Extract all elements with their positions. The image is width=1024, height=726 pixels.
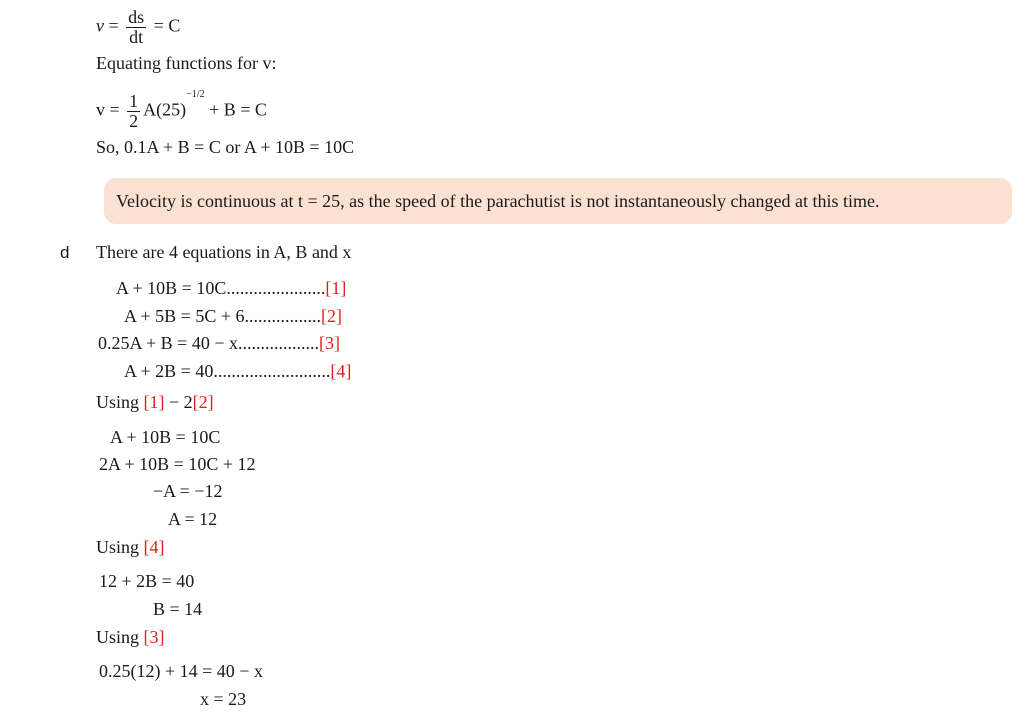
frac-num: 1 (129, 91, 139, 111)
dot-leader: .......................... (213, 361, 331, 381)
step2-line-2: B = 14 (153, 599, 203, 619)
equation-ref-link[interactable]: [3] (318, 333, 340, 353)
equation-3 (98, 334, 340, 352)
using-label: Using (96, 537, 140, 557)
note-text: Velocity is continuous at t = 25, as the speed of the parachutist is not instantaneously changed at this time. (116, 191, 880, 211)
eq-lhs: v = (96, 99, 120, 120)
equation-text: A + 2B = 40 (124, 361, 214, 381)
eq-rhs: = C (153, 15, 181, 36)
using-line-2 (96, 538, 165, 556)
step1-line-4: A = 12 (168, 509, 218, 529)
frac-den: 2 (129, 110, 139, 131)
equation-v-ds-dt: v = $\frac{ds}{dt}$ = C (96, 7, 181, 47)
eq-lhs: v (96, 15, 104, 36)
using-line-3 (96, 628, 165, 646)
equation-ref-link[interactable]: [2] (192, 392, 214, 412)
using-label: Using (96, 392, 140, 412)
fraction-ds-dt (126, 8, 146, 47)
eq-tail: + B = C (209, 99, 267, 120)
step3-line-2: x = 23 (200, 689, 247, 709)
equation-ref-link[interactable]: [1] (143, 392, 165, 412)
equation-v-function (96, 88, 267, 131)
equation-ref-link[interactable]: [3] (143, 627, 165, 647)
step1-line-1: A + 10B = 10C (110, 427, 221, 447)
part-d-label: d (60, 243, 70, 262)
frac-num: ds (128, 7, 145, 27)
dot-leader: ...................... (226, 278, 326, 298)
equation-2 (124, 307, 342, 325)
step1-line-3: −A = −12 (153, 481, 223, 501)
frac-den: dt (129, 26, 144, 47)
eq-exponent: −1/2 (186, 88, 205, 100)
dot-leader: .................. (237, 333, 319, 353)
dot-leader: ................. (244, 306, 321, 326)
equation-text: 0.25A + B = 40 − x (98, 333, 238, 353)
equation-ref-link[interactable]: [4] (330, 361, 352, 381)
fraction-half (127, 92, 140, 131)
equation-text: A + 5B = 5C + 6 (124, 306, 245, 326)
equation-ref-link[interactable]: [2] (320, 306, 342, 326)
step2-line-1: 12 + 2B = 40 (99, 571, 195, 591)
using-line-1 (96, 393, 214, 411)
equation-ref-link[interactable]: [4] (143, 537, 165, 557)
using-label: Using (96, 627, 140, 647)
text-so: So, 0.1A + B = C or A + 10B = 10C (96, 137, 355, 157)
equation-ref-link[interactable]: [1] (325, 278, 347, 298)
part-d-intro: There are 4 equations in A, B and x (96, 242, 352, 262)
equation-1 (116, 279, 346, 297)
step1-line-2: 2A + 10B = 10C + 12 (99, 454, 256, 474)
step3-line-1: 0.25(12) + 14 = 40 − x (99, 661, 263, 681)
equation-4 (124, 362, 351, 380)
eq-body: A(25) (143, 99, 187, 120)
using-operator: − 2 (169, 392, 193, 412)
text-equating: Equating functions for v: (96, 53, 277, 73)
equation-text: A + 10B = 10C (116, 278, 227, 298)
